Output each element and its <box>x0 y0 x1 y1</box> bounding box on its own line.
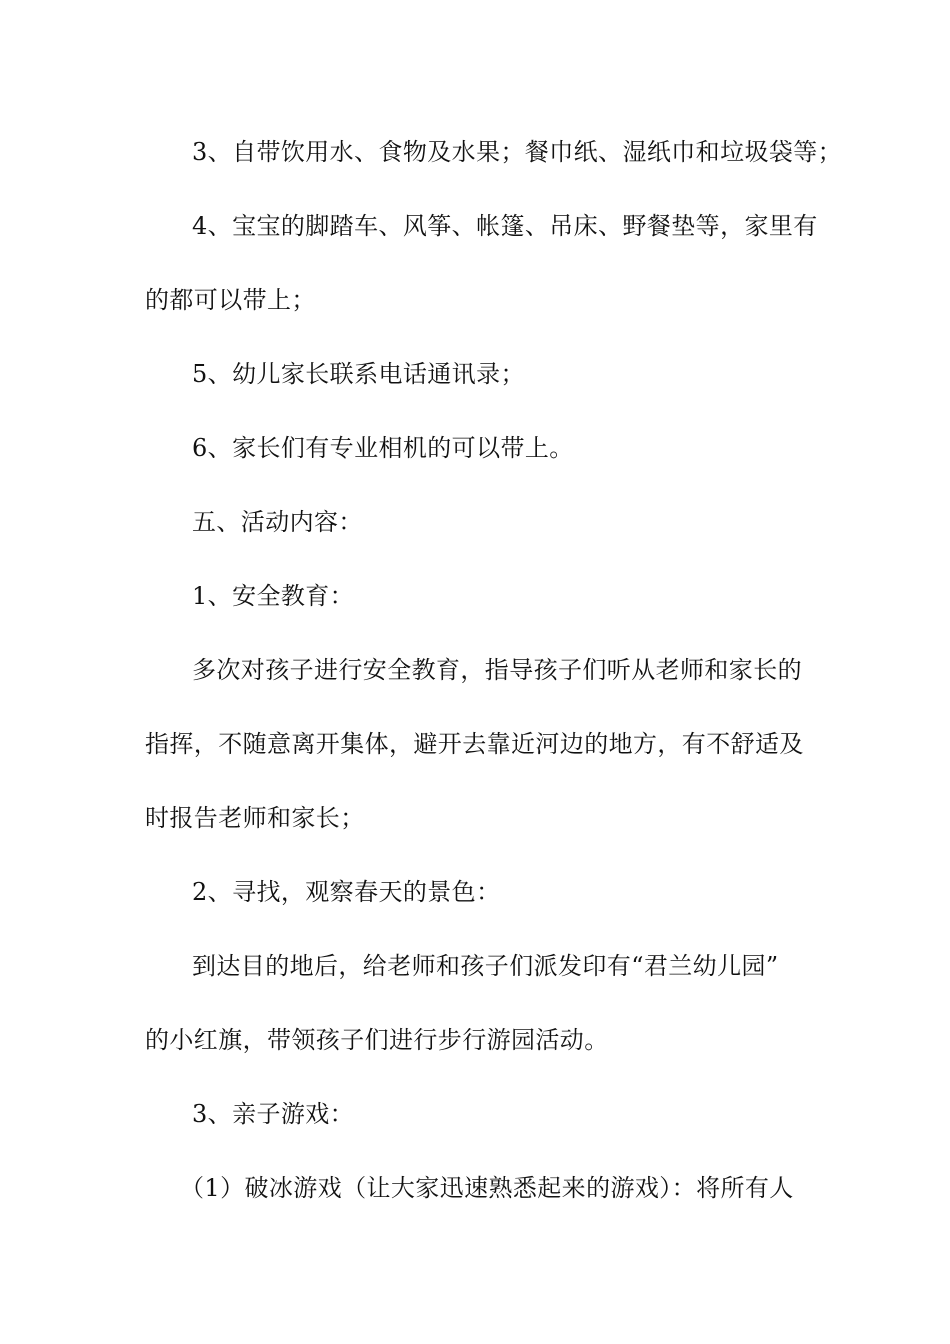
paragraph-flags-line-2: 的小红旗，带领孩子们进行步行游园活动。 <box>145 1026 609 1054</box>
list-item-3-drinks-food: 3、自带饮用水、食物及水果；餐巾纸、湿纸巾和垃圾袋等； <box>192 138 843 166</box>
subheading-parent-child-games: 3、亲子游戏： <box>192 1100 355 1128</box>
list-item-6-camera: 6、家长们有专业相机的可以带上。 <box>192 434 574 462</box>
list-item-4-continuation: 的都可以带上； <box>145 286 316 314</box>
paragraph-safety-line-3: 时报告老师和家长； <box>145 804 365 832</box>
paragraph-safety-line-2: 指挥，不随意离开集体，避开去靠近河边的地方，有不舒适及 <box>145 730 804 758</box>
subheading-spring-scenery: 2、寻找，观察春天的景色： <box>192 878 501 906</box>
section-heading-activity-content: 五、活动内容： <box>192 508 363 536</box>
list-item-4-toys-gear: 4、宝宝的脚踏车、风筝、帐篷、吊床、野餐垫等，家里有 <box>192 212 818 240</box>
list-item-5-contacts: 5、幼儿家长联系电话通讯录； <box>192 360 525 388</box>
paragraph-flags-line-1: 到达目的地后，给老师和孩子们派发印有“君兰幼儿园” <box>192 952 779 980</box>
paragraph-safety-line-1: 多次对孩子进行安全教育，指导孩子们听从老师和家长的 <box>192 656 802 684</box>
paragraph-icebreaker-game: （1）破冰游戏（让大家迅速熟悉起来的游戏）：将所有人 <box>180 1174 794 1202</box>
subheading-safety-education: 1、安全教育： <box>192 582 355 610</box>
